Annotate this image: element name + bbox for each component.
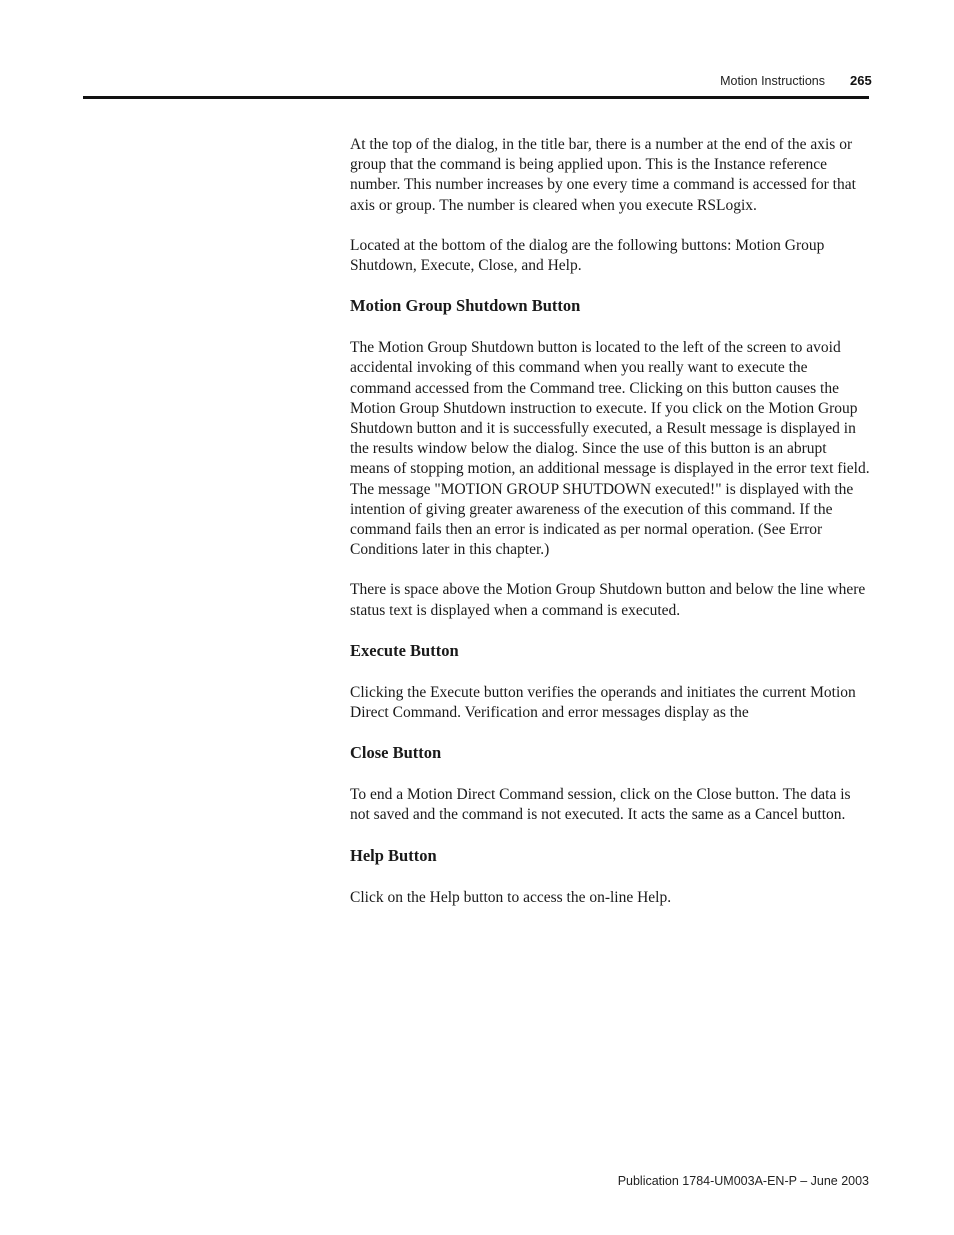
paragraph-motion-group-shutdown-2: There is space above the Motion Group Shutdown button and below the line where status text is displayed when a command is executed. [350,581,866,619]
paragraph-close-button: To end a Motion Direct Command session, click on the Close button. The data is not saved and the command is not executed. It acts the same as a Cancel button. [350,786,851,824]
intro-paragraph-buttons: Located at the bottom of the dialog are the following buttons: Motion Group Shutdown, Execute, Close, and Help. [350,236,825,275]
header-rule [83,96,869,99]
running-header-section: Motion Instructions [720,74,825,88]
paragraph-execute-button: Clicking the Execute button verifies the operands and initiates the current Motion Direct Command. Verification and error messages display as the [350,683,856,722]
page-header [0,0,954,100]
heading-close-button: Close Button [350,743,442,763]
heading-help-button: Help Button [350,845,437,865]
page-footer: Publication 1784-UM003A-EN-P – June 2003 [617,1174,869,1188]
page-content [350,135,870,928]
intro-paragraph-title-bar: At the top of the dialog, in the title bar, there is a number at the end of the axis or group that the command is being applied upon. This is the Instance reference number. This number increases by one every time a command is accessed for that axis or group. The number is cleared when you execute RSLogix. [350,136,856,214]
page-number: 265 [850,73,872,88]
paragraph-help-button: Click on the Help button to access the on-line Help. [350,888,672,906]
heading-execute-button: Execute Button [350,640,459,660]
paragraph-motion-group-shutdown-1: The Motion Group Shutdown button is located to the left of the screen to avoid accidental invoking of this command when you really want to execute the command accessed from the Command tree. Clicking on this button causes the Motion Group Shutdown instruction to execute. If you click on the Motion Group Shutdown button and it is successfully executed, a Result message is displayed in the results window below the dialog. Since the use of this button is an abrupt means of stopping motion, an additional message is displayed in the error text field. The message "MOTION GROUP SHUTDOWN executed!" is displayed with the intention of giving greater awareness of the execution of this command. If the command fails then an error is indicated as per normal operation. (See Error Conditions later in this chapter.) [350,339,870,559]
heading-motion-group-shutdown: Motion Group Shutdown Button [350,296,581,316]
